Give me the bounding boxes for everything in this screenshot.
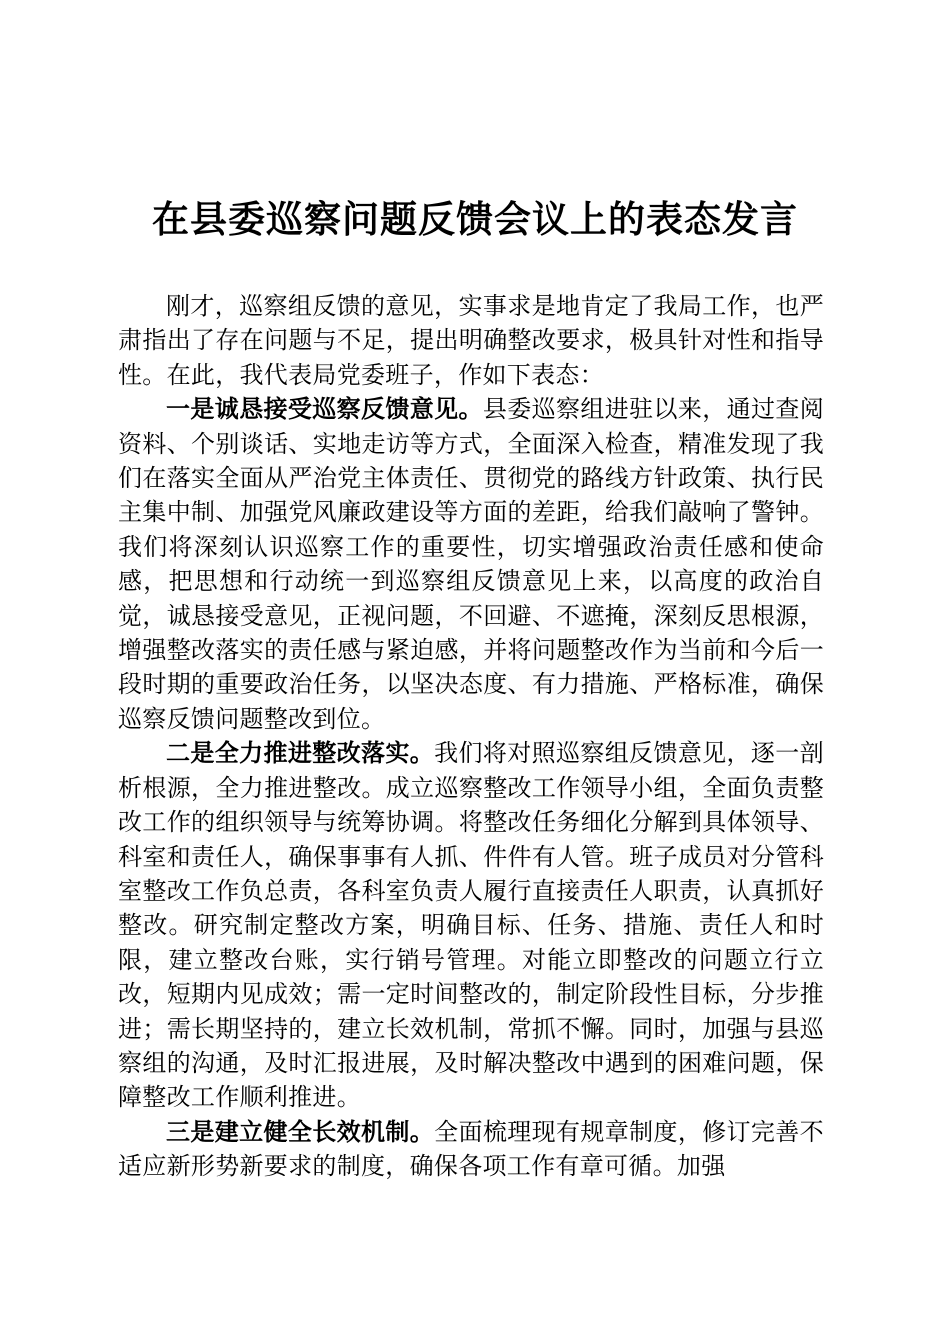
paragraph-lead: 一是诚恳接受巡察反馈意见。	[166, 394, 483, 424]
document-title: 在县委巡察问题反馈会议上的表态发言	[152, 197, 798, 241]
paragraph-lead: 二是全力推进整改落实。	[166, 738, 435, 768]
paragraph-point-two	[118, 736, 824, 1114]
paragraph-point-three	[118, 1115, 824, 1184]
paragraph-point-one	[118, 392, 824, 736]
paragraph-text: 我们将对照巡察组反馈意见，逐一剖析根源，全力推进整改。成立巡察整改工作领导小组，全面负责整改工作的组织领导与统筹协调。将整改任务细化分解到具体领导、科室和责任人，确保事事有人抓、件件有人管。班子成员对分管科室整改工作负总责，各科室负责人履行直接责任人职责，认真抓好整改。研究制定整改方案，明确目标、任务、措施、责任人和时限，建立整改台账，实行销号管理。对能立即整改的问题立行立改，短期内见成效；需一定时间整改的，制定阶段性目标，分步推进；需长期坚持的，建立长效机制，常抓不懈。同时，加强与县巡察组的沟通，及时汇报进展，及时解决整改中遇到的困难问题，保障整改工作顺利推进。	[118, 739, 824, 1112]
paragraph-text: 刚才，巡察组反馈的意见，实事求是地肯定了我局工作，也严肃指出了存在问题与不足，提出明确整改要求，极具针对性和指导性。在此，我代表局党委班子，作如下表态：	[118, 292, 824, 389]
paragraph-lead: 三是建立健全长效机制。	[166, 1116, 435, 1146]
paragraph-intro	[118, 289, 824, 392]
paragraph-text: 全面梳理现有规章制度，修订完善不适应新形势新要求的制度，确保各项工作有章可循。加强	[118, 1117, 824, 1181]
document-body	[118, 289, 824, 1184]
paragraph-text: 县委巡察组进驻以来，通过查阅资料、个别谈话、实地走访等方式，全面深入检查，精准发现了我们在落实全面从严治党主体责任、贯彻党的路线方针政策、执行民主集中制、加强党风廉政建设等方面的差距，给我们敲响了警钟。我们将深刻认识巡察工作的重要性，切实增强政治责任感和使命感，把思想和行动统一到巡察组反馈意见上来，以高度的政治自觉，诚恳接受意见，正视问题，不回避、不遮掩，深刻反思根源，增强整改落实的责任感与紧迫感，并将问题整改作为当前和今后一段时期的重要政治任务，以坚决态度、有力措施、严格标准，确保巡察反馈问题整改到位。	[118, 395, 825, 733]
